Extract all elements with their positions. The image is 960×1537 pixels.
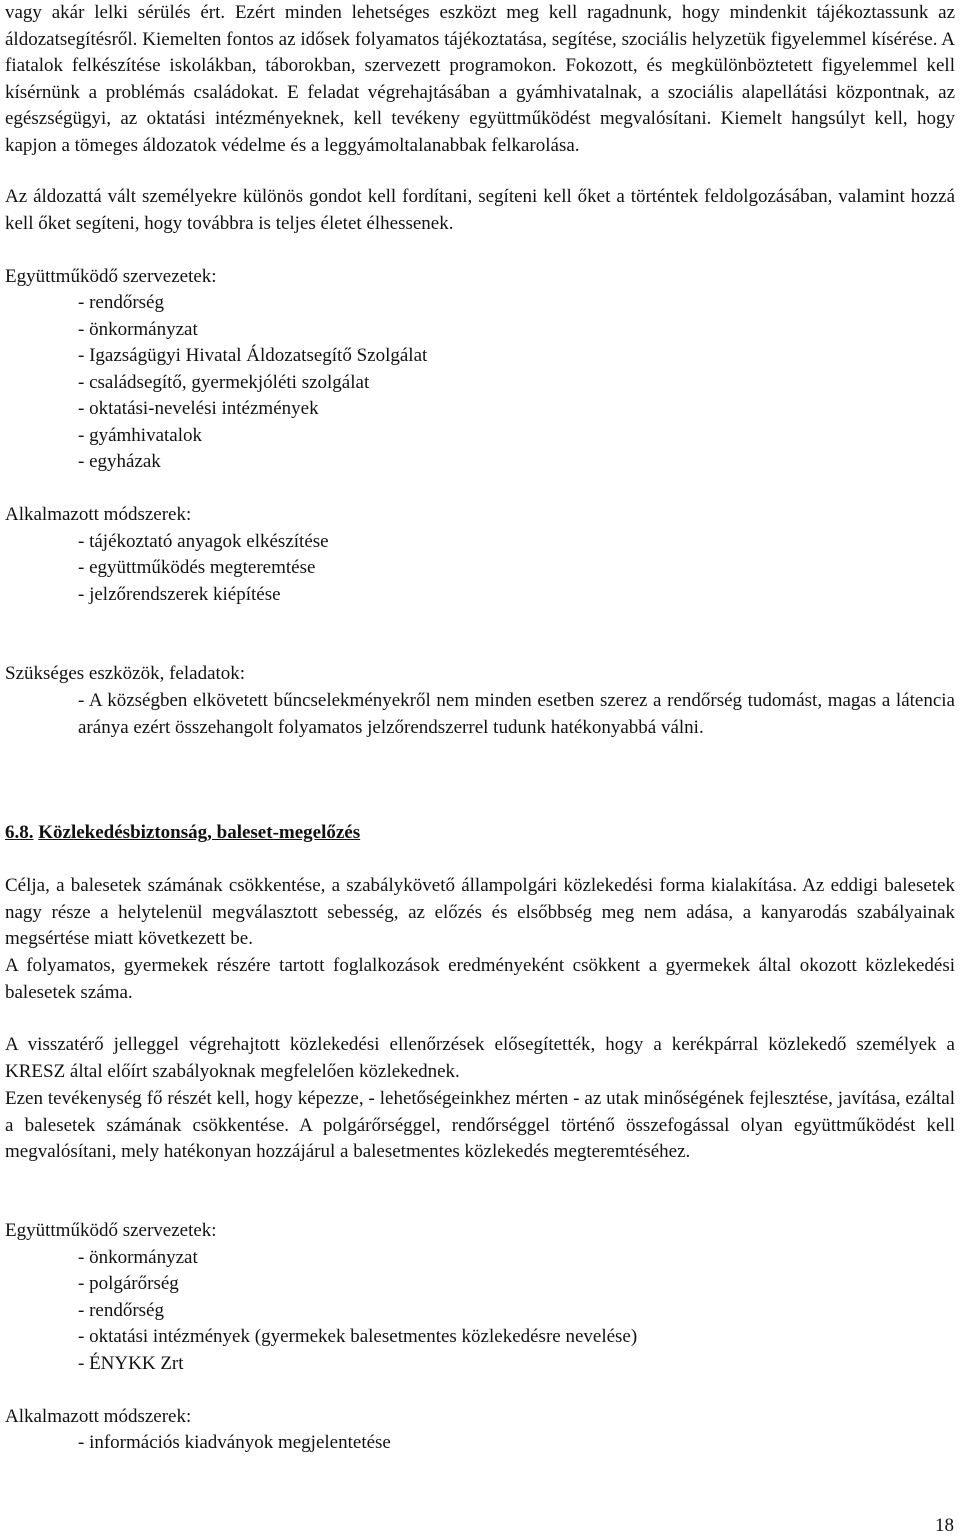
- list-item: - gyámhivatalok: [78, 425, 202, 446]
- list-item: - rendőrség: [78, 1300, 164, 1321]
- list-item: - önkormányzat: [78, 1247, 198, 1268]
- list-item: - Igazságügyi Hivatal Áldozatsegítő Szolgálat: [78, 345, 428, 366]
- paragraph-road-quality: Ezen tevékenység fő részét kell, hogy képezze, - lehetőségeinkhez mérten - az utak minőségének fejlesztése, javítása, ezáltal a balesetek számának csökkentése. A polgárőrséggel, rendőrséggel történő összefogással olyan együttműködést kell megvalósítani, mely hatékonyan hozzájárul a balesetmentes közlekedés megteremtéséhez.: [5, 1088, 955, 1162]
- section-title: Közlekedésbiztonság, baleset-megelőzés: [38, 822, 361, 843]
- list-item: - tájékoztató anyagok elkészítése: [78, 531, 329, 552]
- partners-label: Együttműködő szervezetek:: [5, 266, 217, 287]
- page-number: 18: [935, 1515, 954, 1536]
- partners-label: Együttműködő szervezetek:: [5, 1220, 217, 1241]
- paragraph-children-training: A folyamatos, gyermekek részére tartott foglalkozások eredményeként csökkent a gyermekek által okozott közlekedési balesetek száma.: [5, 955, 955, 1003]
- tools-item: - A községben elkövetett bűncselekményekről nem minden esetben szerez a rendőrség tudomást, magas a látencia aránya ezért összehangolt folyamatos jelzőrendszerrel tudunk hatékonyabbá válni.: [78, 690, 955, 738]
- list-item: - együttműködés megteremtése: [78, 557, 316, 578]
- list-item: - polgárőrség: [78, 1273, 179, 1294]
- list-item: - családsegítő, gyermekjóléti szolgálat: [78, 372, 370, 393]
- list-item: - egyházak: [78, 451, 161, 472]
- list-item: - jelzőrendszerek kiépítése: [78, 584, 281, 605]
- methods-label: Alkalmazott módszerek:: [5, 1406, 192, 1427]
- section-heading: [5, 820, 360, 847]
- list-item: - oktatási intézmények (gyermekek balesetmentes közlekedésre nevelése): [78, 1326, 638, 1347]
- section-number: 6.8.: [5, 822, 34, 843]
- list-item: - rendőrség: [78, 292, 164, 313]
- tools-label: Szükséges eszközök, feladatok:: [5, 663, 246, 684]
- paragraph-victim-support: vagy akár lelki sérülés ért. Ezért minden lehetséges eszközt meg kell ragadnunk, hogy mindenkit tájékoztassunk az áldozatsegítésről. Kiemelten fontos az idősek folyamatos tájékoztatása, segítése, szociális helyzetük figyelemmel kísérése. A fiatalok felkészítése iskolákban, táborokban, szervezett programokon. Fokozott, és megkülönböztetett figyelemmel kell kísérnünk a problémás családokat. E feladat végrehajtásában a gyámhivatalnak, a szociális alapellátási központnak, az egészségügyi, az oktatási intézményeknek, kell tevékeny együttműködést megvalósítani. Kiemelt hangsúlyt kell, hogy kapjon a tömeges áldozatok védelme és a leggyámoltalanabbak felkarolása.: [5, 2, 955, 156]
- methods-label: Alkalmazott módszerek:: [5, 504, 192, 525]
- list-item: - önkormányzat: [78, 319, 198, 340]
- paragraph-victims-care: Az áldozattá vált személyekre különös gondot kell fordítani, segíteni kell őket a történtek feldolgozásában, valamint hozzá kell őket segíteni, hogy továbbra is teljes életet élhessenek.: [5, 186, 955, 234]
- list-item: - ÉNYKK Zrt: [78, 1353, 184, 1374]
- paragraph-traffic-checks: A visszatérő jelleggel végrehajtott közlekedési ellenőrzések elősegítették, hogy a kerékpárral közlekedő személyek a KRESZ által előírt szabályoknak megfelelően közlekednek.: [5, 1034, 955, 1082]
- paragraph-traffic-goal: Célja, a balesetek számának csökkentése, a szabálykövető állampolgári közlekedési forma kialakítása. Az eddigi balesetek nagy része a helytelenül megválasztott sebesség, az előzés és elsőbbség meg nem adása, a kanyarodás szabályainak megsértése miatt következett be.: [5, 875, 955, 949]
- list-item: - információs kiadványok megjelentetése: [78, 1432, 391, 1453]
- list-item: - oktatási-nevelési intézmények: [78, 398, 319, 419]
